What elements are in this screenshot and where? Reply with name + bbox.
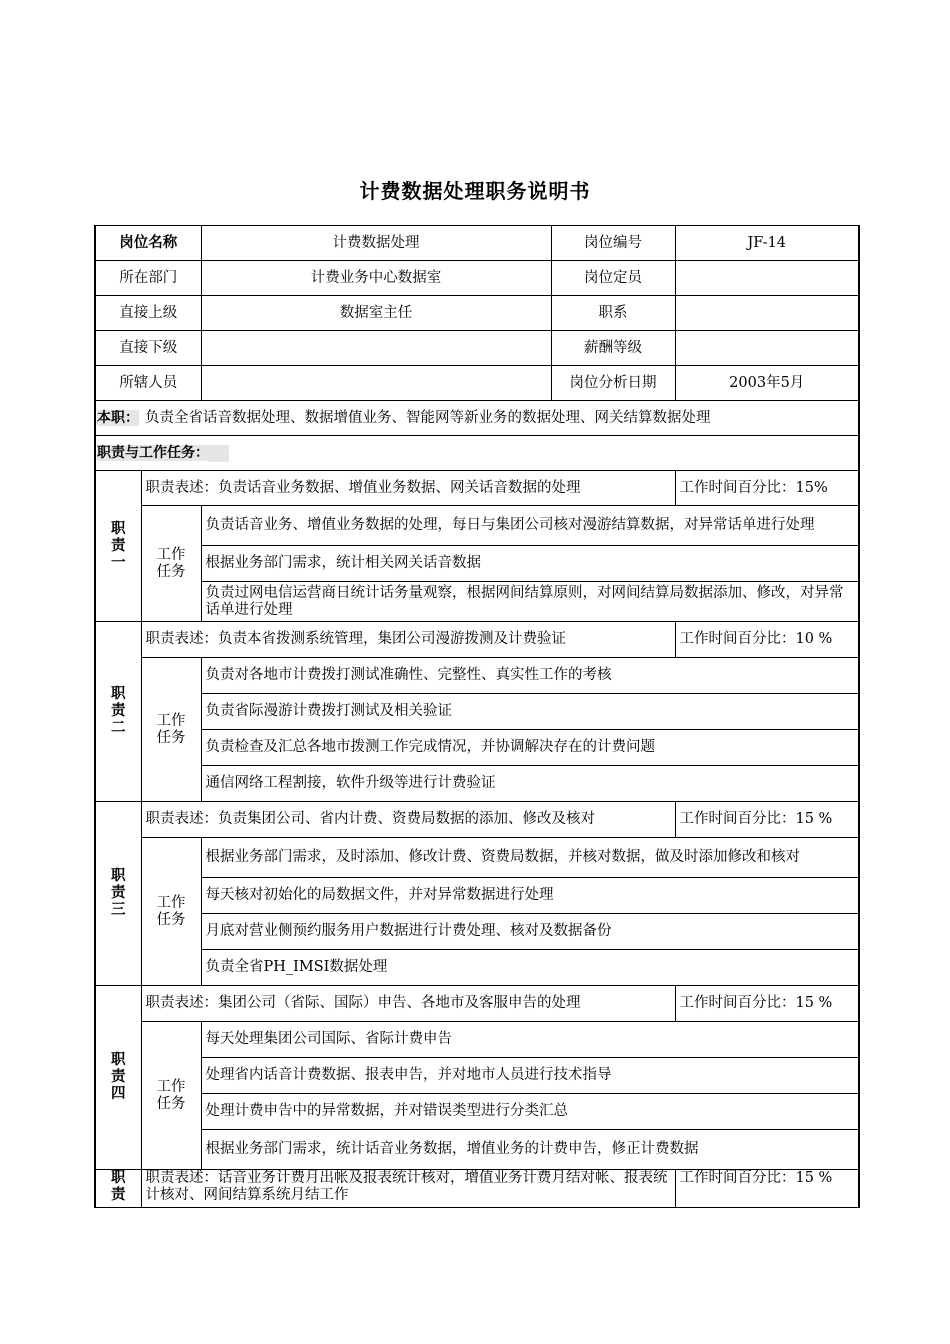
value-position-code: JF-14 xyxy=(675,226,859,261)
duty-3-task-2: 每天核对初始化的局数据文件，并对异常数据进行处理 xyxy=(201,878,859,914)
duties-header-cell xyxy=(95,436,859,471)
duty-4-percent: 工作时间百分比：15 % xyxy=(675,986,859,1022)
duty-5-statement-row xyxy=(95,1170,859,1208)
info-row-staff xyxy=(95,366,859,401)
duty-2-task-1: 负责对各地市计费拨打测试准确性、完整性、真实性工作的考核 xyxy=(201,658,859,694)
duty-1-task-row xyxy=(95,582,859,622)
duty-4-task-2: 处理省内话音计费数据、报表申告，并对地市人员进行技术指导 xyxy=(201,1058,859,1094)
duty-3-work-task-label: 工作 任务 xyxy=(141,838,201,986)
duty-3-task-4: 负责全省PH_IMSI数据处理 xyxy=(201,950,859,986)
duty-2-task-4: 通信网络工程割接，软件升级等进行计费验证 xyxy=(201,766,859,802)
duty-1-statement: 职责表述：负责话音业务数据、增值业务数据、网关话音数据的处理 xyxy=(141,471,675,506)
label-position-code: 岗位编号 xyxy=(551,226,675,261)
duty-2-task-row xyxy=(95,730,859,766)
duty-2-task-row xyxy=(95,694,859,730)
duty-1-task-2: 根据业务部门需求，统计相关网关话音数据 xyxy=(201,546,859,582)
duty-4-label: 职 责 四 xyxy=(95,986,141,1170)
duty-4-task-row xyxy=(95,1058,859,1094)
label-department: 所在部门 xyxy=(95,261,201,296)
duty-5-statement: 职责表述：话音业务计费月出帐及报表统计核对，增值业务计费月结对帐、报表统计核对、网间结算系统月结工作 xyxy=(141,1170,675,1208)
value-staff xyxy=(201,366,551,401)
duty-1-task-row xyxy=(95,546,859,582)
duty-3-task-1: 根据业务部门需求，及时添加、修改计费、资费局数据，并核对数据，做及时添加修改和核对 xyxy=(201,838,859,878)
label-subordinate: 直接下级 xyxy=(95,331,201,366)
duty-3-statement-row xyxy=(95,802,859,838)
duty-5-label: 职 责 xyxy=(95,1170,141,1208)
duty-4-task-row xyxy=(95,1094,859,1130)
duty-1-label: 职 责 一 xyxy=(95,471,141,622)
document-title: 计费数据处理职务说明书 xyxy=(359,179,591,203)
label-job-family: 职系 xyxy=(551,296,675,331)
duty-3-task-row xyxy=(95,950,859,986)
duty-1-task-3: 负责过网电信运营商日统计话务量观察，根据网间结算原则，对网间结算局数据添加、修改，对异常话单进行处理 xyxy=(201,582,859,622)
duties-header-row xyxy=(95,436,859,471)
duty-2-work-task-label: 工作 任务 xyxy=(141,658,201,802)
duties-header-label: 职责与工作任务： xyxy=(97,444,209,461)
value-analysis-date: 2003年5月 xyxy=(675,366,859,401)
duty-2-task-3: 负责检查及汇总各地市拨测工作完成情况，并协调解决存在的计费问题 xyxy=(201,730,859,766)
duty-4-work-task-label: 工作 任务 xyxy=(141,1022,201,1170)
job-description-table xyxy=(94,225,860,1208)
label-position-name: 岗位名称 xyxy=(95,226,201,261)
duty-3-task-row xyxy=(95,878,859,914)
duty-4-statement-row xyxy=(95,986,859,1022)
value-department: 计费业务中心数据室 xyxy=(201,261,551,296)
main-duty-cell xyxy=(95,401,859,436)
duty-3-label: 职 责 三 xyxy=(95,802,141,986)
duty-2-task-row xyxy=(95,658,859,694)
main-duty-row xyxy=(95,401,859,436)
value-pay-grade xyxy=(675,331,859,366)
duty-4-statement: 职责表述：集团公司（省际、国际）申告、各地市及客服申告的处理 xyxy=(141,986,675,1022)
duty-2-statement-row xyxy=(95,622,859,658)
value-job-family xyxy=(675,296,859,331)
main-duty-label: 本职： xyxy=(97,409,139,426)
info-row-position-name xyxy=(95,226,859,261)
duty-3-percent: 工作时间百分比：15 % xyxy=(675,802,859,838)
label-headcount: 岗位定员 xyxy=(551,261,675,296)
value-headcount xyxy=(675,261,859,296)
duty-4-task-row xyxy=(95,1022,859,1058)
duty-1-statement-row xyxy=(95,471,859,506)
duty-4-task-1: 每天处理集团公司国际、省际计费申告 xyxy=(201,1022,859,1058)
duty-2-statement: 职责表述：负责本省拨测系统管理，集团公司漫游拨测及计费验证 xyxy=(141,622,675,658)
main-duty-text: 负责全省话音数据处理、数据增值业务、智能网等新业务的数据处理、网关结算数据处理 xyxy=(145,409,711,426)
value-supervisor: 数据室主任 xyxy=(201,296,551,331)
value-subordinate xyxy=(201,331,551,366)
duty-2-task-2: 负责省际漫游计费拨打测试及相关验证 xyxy=(201,694,859,730)
duty-1-work-task-label: 工作 任务 xyxy=(141,506,201,622)
info-row-supervisor xyxy=(95,296,859,331)
info-row-department xyxy=(95,261,859,296)
duty-3-task-row xyxy=(95,838,859,878)
duty-1-task-1: 负责话音业务、增值业务数据的处理，每日与集团公司核对漫游结算数据，对异常话单进行处理 xyxy=(201,506,859,546)
info-row-subordinate xyxy=(95,331,859,366)
duty-1-task-row xyxy=(95,506,859,546)
label-staff: 所辖人员 xyxy=(95,366,201,401)
value-position-name: 计费数据处理 xyxy=(201,226,551,261)
duty-3-statement: 职责表述：负责集团公司、省内计费、资费局数据的添加、修改及核对 xyxy=(141,802,675,838)
duty-2-label: 职 责 二 xyxy=(95,622,141,802)
duty-2-task-row xyxy=(95,766,859,802)
duty-4-task-4: 根据业务部门需求，统计话音业务数据，增值业务的计费申告，修正计费数据 xyxy=(201,1130,859,1170)
duty-1-percent: 工作时间百分比：15% xyxy=(675,471,859,506)
duty-4-task-row xyxy=(95,1130,859,1170)
label-supervisor: 直接上级 xyxy=(95,296,201,331)
duty-5-percent: 工作时间百分比：15 % xyxy=(675,1170,859,1208)
label-pay-grade: 薪酬等级 xyxy=(551,331,675,366)
duty-4-task-3: 处理计费申告中的异常数据，并对错误类型进行分类汇总 xyxy=(201,1094,859,1130)
duty-3-task-row xyxy=(95,914,859,950)
duty-3-task-3: 月底对营业侧预约服务用户数据进行计费处理、核对及数据备份 xyxy=(201,914,859,950)
duty-2-percent: 工作时间百分比：10 % xyxy=(675,622,859,658)
label-analysis-date: 岗位分析日期 xyxy=(551,366,675,401)
